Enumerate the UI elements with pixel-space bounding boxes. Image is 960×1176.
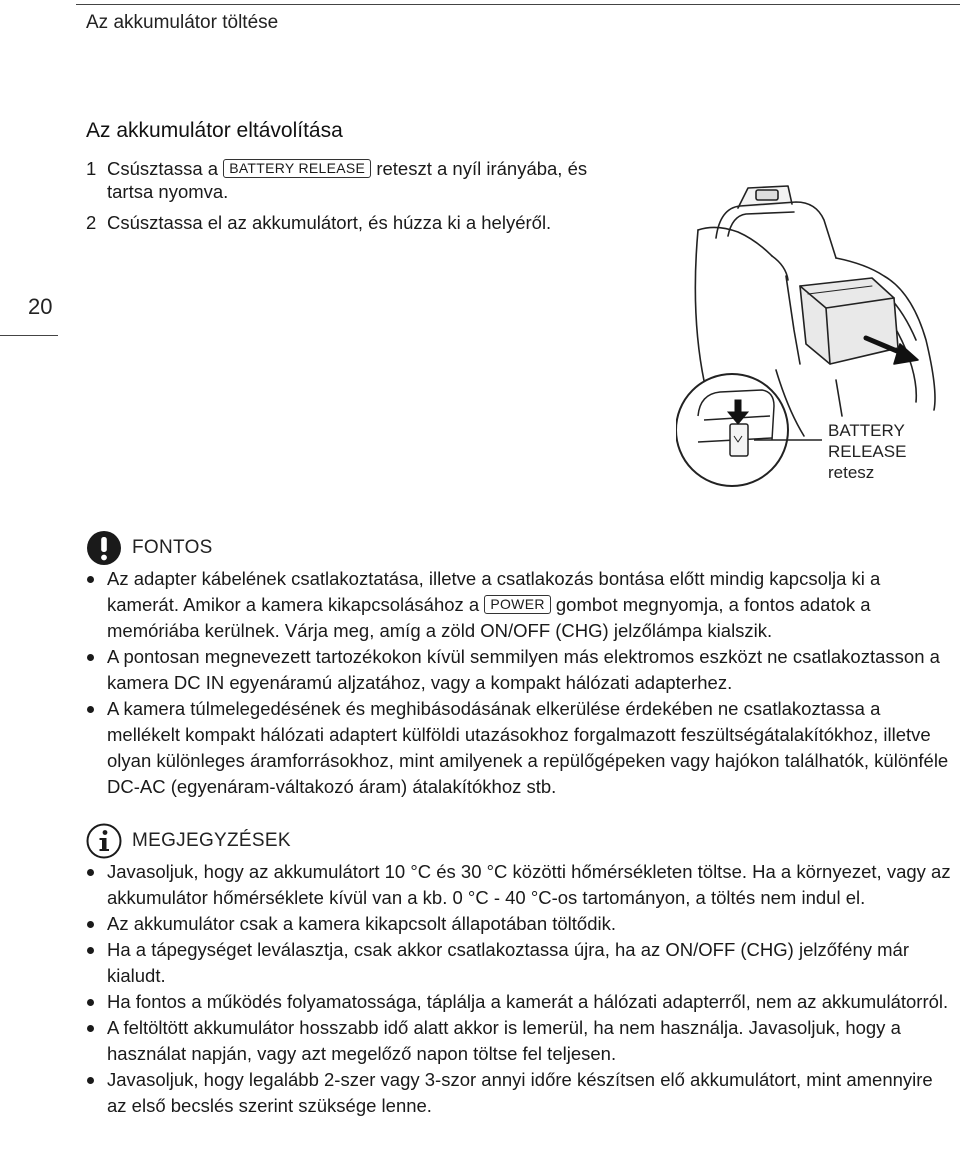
page-number: 20 xyxy=(28,294,53,319)
step-2 xyxy=(86,211,686,235)
notes-list xyxy=(86,859,956,1119)
notes-heading xyxy=(86,823,291,859)
list-item: Ha a tápegységet leválasztja, csak akkor csatlakoztassa újra, ha az ON/OFF (CHG) jelzőfény már kialudt. xyxy=(86,937,956,989)
step-text: Csúsztassa el az akkumulátort, és húzza ki a helyéről. xyxy=(107,212,552,233)
list-item: Az akkumulátor csak a kamera kikapcsolt állapotában töltődik. xyxy=(86,911,956,937)
notes-heading-text: MEGJEGYZÉSEK xyxy=(132,830,291,851)
important-list xyxy=(86,566,956,800)
running-header: Az akkumulátor töltése xyxy=(86,12,279,33)
page-number-rule xyxy=(0,335,58,336)
important-heading-text: FONTOS xyxy=(132,537,213,558)
battery-release-callout: BATTERY RELEASE retesz xyxy=(828,421,907,482)
header-rule xyxy=(76,4,960,5)
step-text: Csúsztassa a BATTERY RELEASE reteszt a nyíl irányába, és tartsa nyomva. xyxy=(107,158,588,202)
list-item: A pontosan megnevezett tartozékokon kívül semmilyen más elektromos eszközt ne csatlakoztasson a kamera DC IN egyenáramú aljzatához, vagy a kompakt hálózati adapterhez. xyxy=(86,644,956,696)
list-item: Javasoljuk, hogy az akkumulátort 10 °C és 30 °C közötti hőmérsékleten töltse. Ha a környezet, vagy az akkumulátor hőmérséklete kívül van a kb. 0 °C - 40 °C-os tartományon, a töltés nem indul el. xyxy=(86,859,956,911)
list-item: A kamera túlmelegedésének és meghibásodásának elkerülése érdekében ne csatlakoztassa a mellékelt kompakt hálózati adaptert külföldi utazásokhoz forgalmazott feszültségátalakítókhoz, illetve olyan különleges áramforrásokhoz, mint amilyenek a repülőgépeken vagy hajókon találhatók, különféle DC-AC (egyenáram-váltakozó áram) átalakítókhoz stb. xyxy=(86,696,956,800)
list-item: Javasoljuk, hogy legalább 2-szer vagy 3-szor annyi időre készítsen elő akkumulátort, mint amennyire az első becslés szerint szüksége lenne. xyxy=(86,1067,956,1119)
section-title: Az akkumulátor eltávolítása xyxy=(86,119,343,142)
battery-release-key: BATTERY RELEASE xyxy=(223,159,371,178)
power-key: POWER xyxy=(484,595,550,614)
step-number: 1 xyxy=(86,158,97,179)
step-number: 2 xyxy=(86,212,97,233)
info-icon xyxy=(86,823,122,859)
exclamation-icon xyxy=(86,530,122,566)
list-item: A feltöltött akkumulátor hosszabb idő alatt akkor is lemerül, ha nem használja. Javasoljuk, hogy a használat napján, vagy azt megelőző napon töltse fel teljesen. xyxy=(86,1015,956,1067)
step-1 xyxy=(86,157,686,203)
important-heading xyxy=(86,530,213,566)
list-item: Ha fontos a működés folyamatossága, táplálja a kamerát a hálózati adapterről, nem az akkumulátorról. xyxy=(86,989,956,1015)
list-item: Az adapter kábelének csatlakoztatása, illetve a csatlakozás bontása előtt mindig kapcsolja ki a kamerát. Amikor a kamera kikapcsolásához a POWER gombot megnyomja, a fontos adatok a memóriába kerülnek. Várja meg, amíg a zöld ON/OFF (CHG) jelzőlámpa kialszik. xyxy=(86,566,956,644)
